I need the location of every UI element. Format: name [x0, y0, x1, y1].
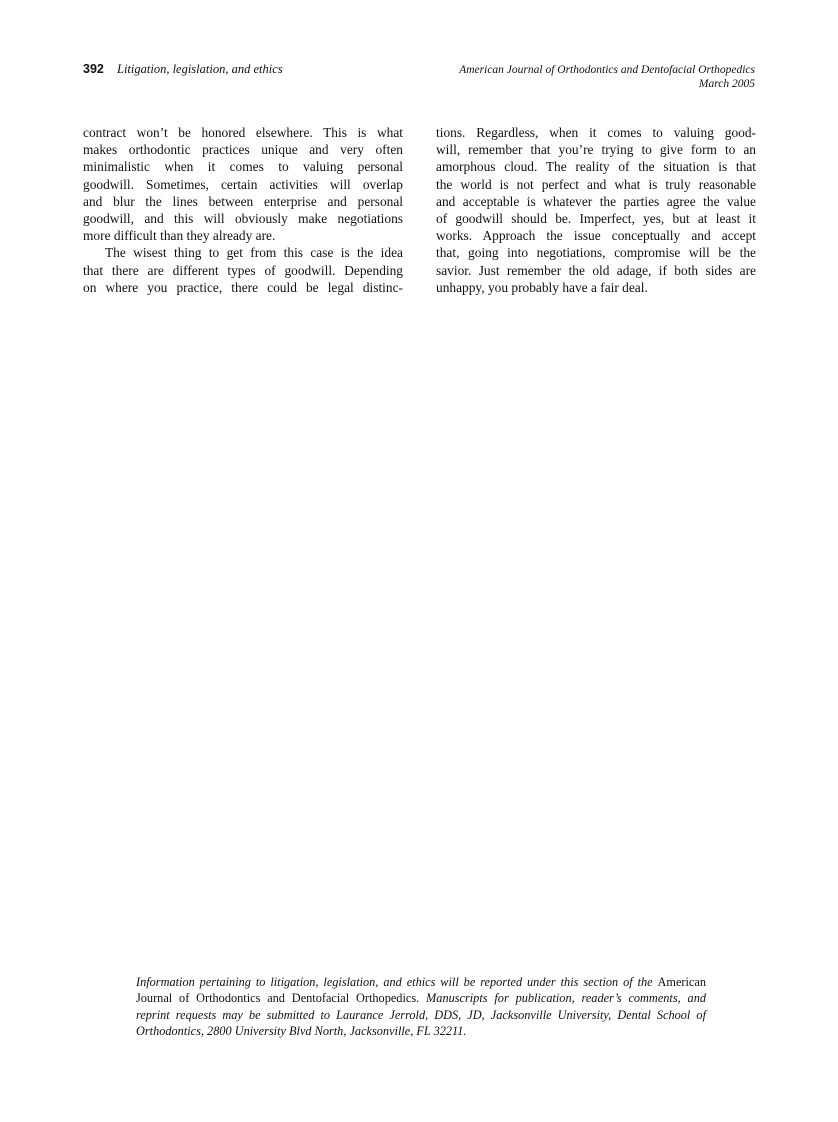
text-line: on where you practice, there could be legal distinc- — [83, 279, 403, 295]
text-line: of goodwill should be. Imperfect, yes, but at least it — [436, 211, 756, 227]
text-line: makes orthodontic practices unique and very often — [83, 142, 403, 158]
text-line: goodwill. Sometimes, certain activities will overlap — [83, 176, 403, 192]
footnote-line: Orthodontics, 2800 University Blvd North, Jacksonville, FL 32211. — [136, 1023, 467, 1038]
left-column — [83, 124, 403, 296]
text-line: that, going into negotiations, compromise will be the — [436, 245, 756, 261]
right-column — [436, 124, 756, 296]
text-line: goodwill, and this will obviously make negotiations — [83, 211, 403, 227]
running-header — [459, 63, 755, 91]
footnote-text: Manuscripts for publication, reader’s comments, and — [426, 991, 706, 1006]
issue-date: March 2005 — [698, 78, 755, 90]
text-line: tions. Regardless, when it comes to valuing good- — [436, 125, 756, 140]
footnote-text: American — [657, 975, 706, 989]
footnote-line — [136, 974, 706, 990]
footnote-text: Journal of Orthodontics and Dentofacial Orthopedics. — [136, 991, 427, 1006]
text-line: and acceptable is whatever the parties agree the value — [436, 193, 756, 209]
text-line: more difficult than they already are. — [83, 228, 276, 244]
text-line: amorphous cloud. The reality of the situation is that — [436, 159, 756, 175]
text-line: the world is not perfect and what is truly reasonable — [436, 176, 756, 192]
text-line: will, remember that you’re trying to give form to an — [436, 142, 756, 158]
page-number: 392 — [83, 62, 104, 76]
text-line: that there are different types of goodwill. Depending — [83, 262, 403, 278]
text-line: works. Approach the issue conceptually and accept — [436, 228, 756, 244]
text-line: savior. Just remember the old adage, if both sides are — [436, 262, 756, 278]
journal-name: American Journal of Orthodontics and Dentofacial Orthopedics — [459, 64, 755, 76]
section-title: Litigation, legislation, and ethics — [117, 62, 283, 76]
footnote-line — [136, 990, 706, 1006]
text-line: and blur the lines between enterprise and personal — [83, 193, 403, 209]
footnote-line: reprint requests may be submitted to Laurance Jerrold, DDS, JD, Jacksonville University, Dental School of — [136, 1007, 706, 1022]
footnote-text: Information pertaining to litigation, legislation, and ethics will be reported under this section of the — [136, 975, 658, 989]
text-line: minimalistic when it comes to valuing personal — [83, 159, 403, 175]
text-line: The wisest thing to get from this case is the idea — [105, 245, 403, 261]
text-line: contract won’t be honored elsewhere. This is what — [83, 125, 403, 140]
text-line: unhappy, you probably have a fair deal. — [436, 279, 648, 295]
section-footnote — [136, 974, 706, 1039]
